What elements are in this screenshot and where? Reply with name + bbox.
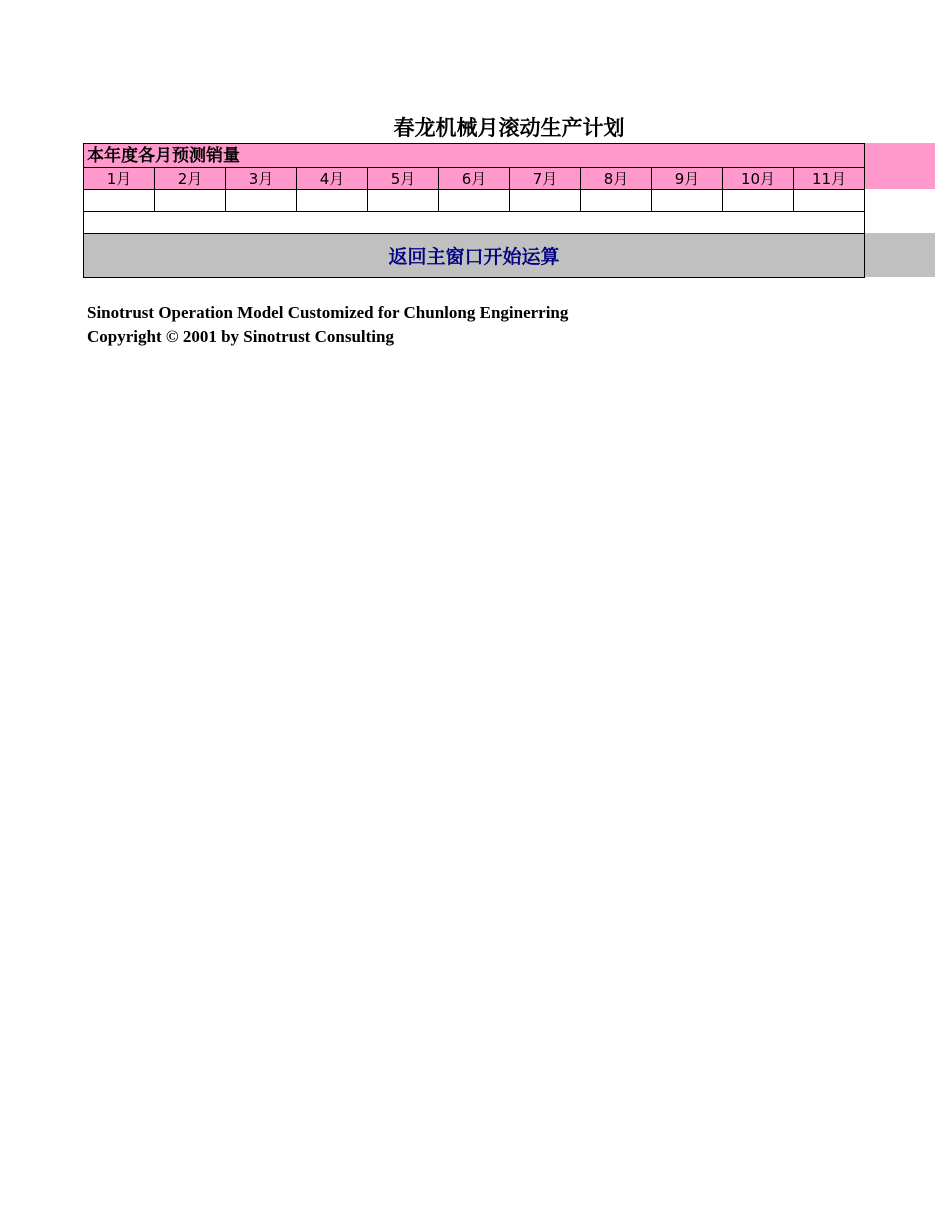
button-fill-extension [863,233,935,277]
section-label: 本年度各月预测销量 [84,144,865,168]
sheet-title [83,113,935,143]
month-header: 6月 [439,168,510,190]
month-header: 4月 [297,168,368,190]
forecast-value-cell[interactable] [439,190,510,212]
return-and-calculate-button[interactable]: 返回主窗口开始运算 [84,234,865,278]
month-header-row [84,168,865,190]
month-header: 8月 [581,168,652,190]
forecast-value-cell[interactable] [297,190,368,212]
section-header-row [84,144,865,168]
action-row [84,234,865,278]
month-header: 2月 [155,168,226,190]
spacer-row [84,212,865,234]
spacer-cell [84,212,865,234]
forecast-value-cell[interactable] [84,190,155,212]
forecast-value-cell[interactable] [581,190,652,212]
forecast-value-cell[interactable] [723,190,794,212]
forecast-value-cell[interactable] [226,190,297,212]
header-fill-extension [863,143,935,189]
month-header: 3月 [226,168,297,190]
forecast-value-cell[interactable] [155,190,226,212]
forecast-value-row [84,190,865,212]
sheet-title-text: 春龙机械月滚动生产计划 [393,116,625,140]
footer-model-line: Sinotrust Operation Model Customized for Chunlong Enginerring [87,303,569,322]
month-header: 1月 [84,168,155,190]
month-header: 9月 [652,168,723,190]
forecast-value-cell[interactable] [794,190,865,212]
month-header: 5月 [368,168,439,190]
footer-copyright-line: Copyright © 2001 by Sinotrust Consulting [87,327,394,346]
forecast-value-cell[interactable] [510,190,581,212]
forecast-value-cell[interactable] [652,190,723,212]
month-header: 11月 [794,168,865,190]
month-header: 10月 [723,168,794,190]
forecast-table [83,143,865,278]
forecast-value-cell[interactable] [368,190,439,212]
month-header: 7月 [510,168,581,190]
